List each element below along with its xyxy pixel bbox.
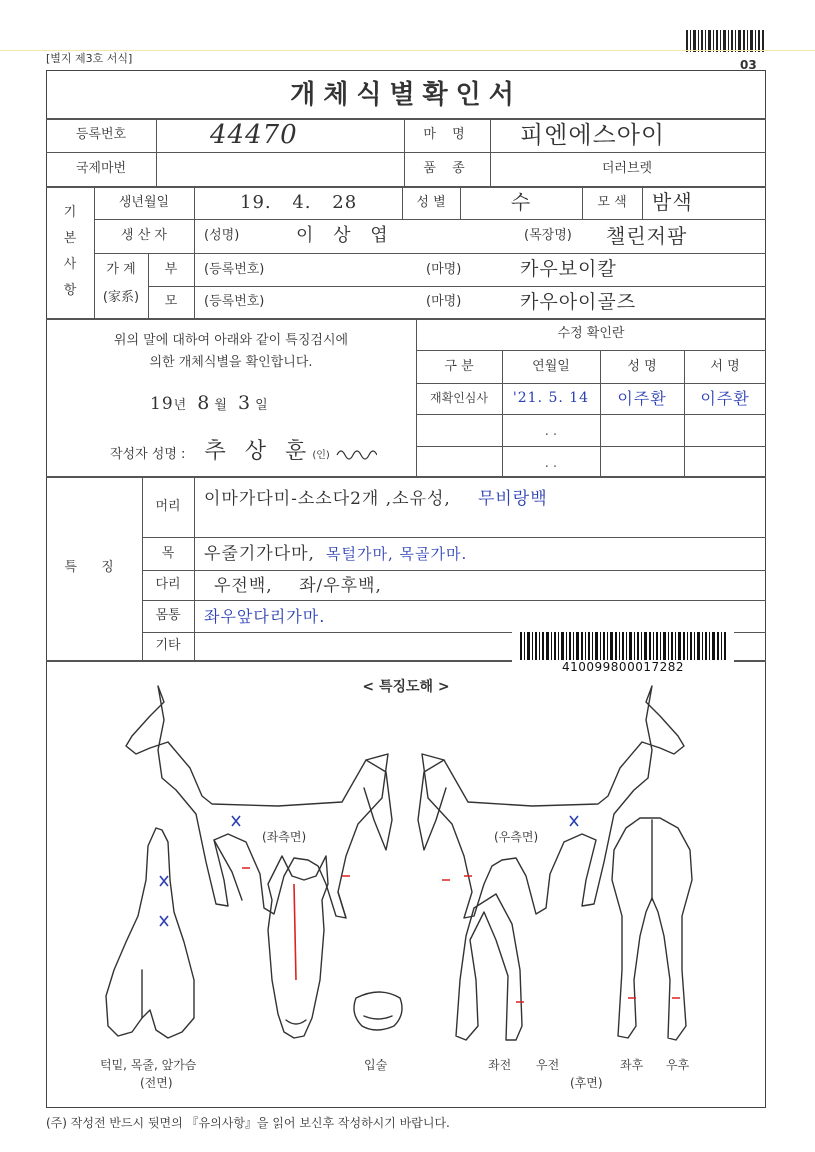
date-year: 19: [150, 394, 174, 414]
right-front-label: 우전: [536, 1058, 560, 1072]
front-whorl-marks: [160, 876, 168, 926]
producer-name-label: (성명): [204, 228, 240, 243]
seal-mark: (인): [312, 450, 330, 461]
farm-value: 챌린저팜: [606, 224, 688, 248]
breed-value: 더러브렛: [601, 161, 653, 176]
neck-features: [204, 539, 764, 569]
dam-name-label: (마명): [426, 294, 462, 309]
amendment-row3-dots: . .: [544, 456, 558, 471]
rear-view-outline: [612, 818, 692, 1040]
sire-name-label: (마명): [426, 262, 462, 277]
date-month-unit: 월: [214, 398, 227, 413]
body-label: 몸통: [155, 608, 181, 623]
sire-name-value: 카우보이칼: [520, 258, 617, 280]
date-year-unit: 년: [173, 398, 187, 413]
head-features: [204, 482, 764, 516]
confirmation-line-1: 위의 말에 대하여 아래와 같이 특징검시에: [113, 333, 349, 348]
amendment-title: 수정 확인란: [557, 326, 625, 341]
reg-no-value: 44470: [210, 120, 298, 150]
birth-date-value: 19. 4. 28: [240, 192, 358, 213]
front-head-outline: [268, 856, 328, 1038]
color-label: 모 색: [597, 195, 627, 210]
dam-name-value: 카우아이골즈: [520, 291, 637, 313]
left-leg-whorl-mark: [232, 816, 240, 826]
date-month: 8: [197, 392, 211, 414]
intl-no-label: 국제마번: [75, 161, 127, 176]
right-hind-label: 우후: [666, 1058, 690, 1072]
horse-name-value: 피엔에스아이: [520, 121, 666, 149]
amendment-row1-sign: 이주환: [700, 389, 750, 408]
basic-label-char-3: 사: [63, 257, 77, 272]
pedigree-label: [94, 256, 148, 312]
basic-label-char-4: 항: [63, 283, 77, 298]
lips-label: 입술: [364, 1058, 388, 1072]
page-number: 03: [740, 58, 757, 72]
form-label: [별지 제3호 서식]: [46, 52, 133, 65]
header-rule: [0, 50, 815, 51]
horse-name-label: 마 명: [423, 127, 471, 142]
legs-features: 우전백, 좌/우후백,: [214, 576, 382, 596]
head-features-text: 이마가다미-소소다2개 ,소유성,: [204, 489, 451, 509]
id-barcode-bars: [512, 632, 734, 660]
id-barcode: [512, 630, 734, 674]
left-hind-label: 좌후: [620, 1058, 644, 1072]
basic-section-label: [46, 200, 94, 304]
right-side-horse-outline: [418, 686, 684, 918]
right-leg-whorl-mark: [570, 816, 578, 826]
neck-features-blue: 목털가마, 목골가마.: [326, 545, 468, 563]
breed-label: 품 종: [423, 161, 471, 176]
date-day: 3: [238, 392, 252, 414]
sex-label: 성 별: [416, 195, 446, 210]
top-barcode: [686, 30, 764, 52]
front-legs-outline: [456, 894, 522, 1040]
id-barcode-number: 410099800017282: [561, 660, 685, 674]
farm-label: (목장명): [524, 228, 572, 243]
producer-label: 생 산 자: [121, 228, 167, 243]
amendment-header-sign: 서 명: [710, 359, 740, 374]
left-side-label: (좌측면): [262, 830, 307, 844]
confirmation-date: [150, 390, 268, 416]
neck-label: 목: [161, 546, 175, 561]
diagram-title: < 특징도해 >: [362, 679, 450, 695]
head-stripe-mark: [294, 884, 296, 980]
amendment-header-name: 성 명: [627, 359, 657, 374]
basic-label-char-2: 본: [63, 231, 77, 246]
amendment-header-type: 구 분: [444, 359, 474, 374]
lips-outline: [354, 992, 402, 1030]
right-side-label: (우측면): [494, 830, 539, 844]
sire-reg-no-label: (등록번호): [204, 262, 265, 277]
rear-view-sub: (후면): [570, 1076, 603, 1090]
top-barcode-bars: [686, 30, 764, 52]
sex-value: 수: [510, 190, 532, 214]
features-section-label: 특 징: [64, 560, 124, 575]
date-day-unit: 일: [255, 398, 268, 413]
head-features-blue: 무비랑백: [477, 489, 548, 509]
signature-scribble: [335, 447, 377, 461]
front-chest-outline: [106, 828, 194, 1038]
author-signature: 추 상 훈: [204, 439, 308, 464]
document-title: 개체식별확인서: [290, 80, 522, 110]
front-view-sub: (전면): [140, 1076, 173, 1090]
front-view-label: 턱밑, 목줄, 앞가슴: [100, 1058, 197, 1072]
confirmation-line-2: 의한 개체식별을 확인합니다.: [149, 355, 313, 370]
dam-label: 모: [164, 294, 178, 309]
author-row: [110, 438, 377, 466]
color-value: 밤색: [652, 190, 693, 214]
amendment-row1-date: '21. 5. 14: [512, 390, 590, 406]
body-features: 좌우앞다리가마.: [204, 607, 326, 626]
reg-no-label: 등록번호: [75, 127, 127, 142]
legs-label: 다리: [155, 577, 181, 592]
birth-date-label: 생년월일: [118, 195, 170, 210]
other-label: 기타: [155, 638, 181, 653]
amendment-row1-name: 이주환: [617, 389, 667, 408]
left-front-label: 좌전: [488, 1058, 512, 1072]
horse-diagram: [46, 680, 764, 1100]
amendment-row2-dots: . .: [544, 424, 558, 439]
dam-reg-no-label: (등록번호): [204, 294, 265, 309]
author-label: 작성자 성명 :: [110, 447, 186, 462]
pedigree-label-text: 가 계: [106, 262, 136, 277]
footer-note: (주) 작성전 반드시 뒷면의 『유의사항』을 읽어 보신후 작성하시기 바랍니다.: [46, 1116, 450, 1130]
head-label: 머리: [155, 499, 181, 514]
basic-label-char-1: 기: [63, 205, 77, 220]
amendment-header-date: 연월일: [532, 359, 570, 374]
confirmation-text: [46, 330, 416, 374]
sire-label: 부: [164, 262, 178, 277]
neck-features-text: 우줄기가다마,: [204, 544, 315, 564]
amendment-row1-type: 재확인심사: [430, 391, 488, 405]
producer-name-value: 이 상 엽: [296, 225, 389, 246]
pedigree-hanja: (家系): [102, 290, 140, 305]
